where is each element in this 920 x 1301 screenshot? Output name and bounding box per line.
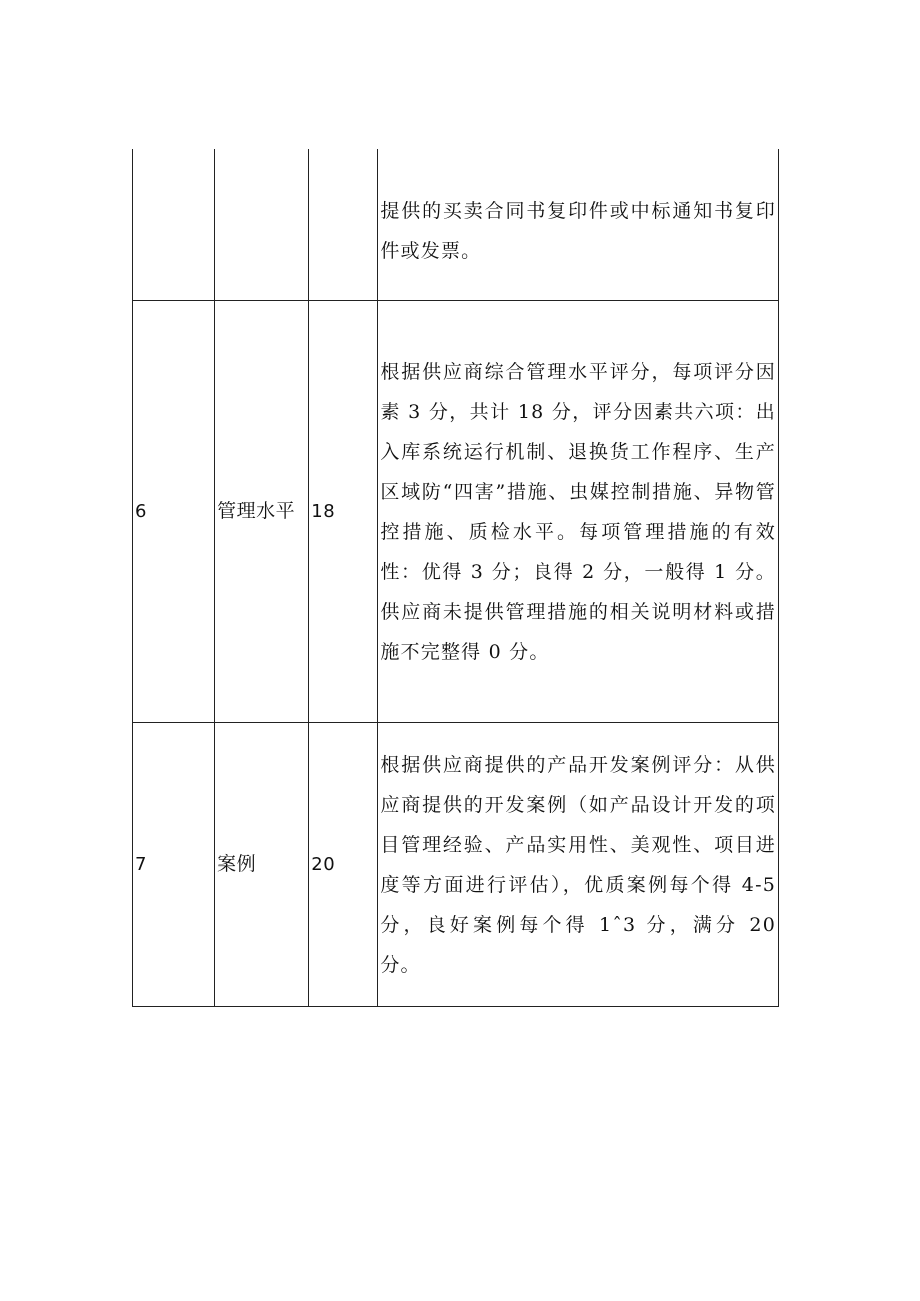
- table-row: [133, 149, 779, 301]
- item-number: 6: [135, 501, 147, 522]
- table-row: [133, 301, 779, 723]
- item-name: 管理水平: [217, 500, 296, 522]
- criteria-cell: [378, 149, 779, 301]
- item-number-cell: [133, 301, 215, 723]
- criteria-text: 根据供应商综合管理水平评分，每项评分因素 3 分，共计 18 分，评分因素共六项：出入库系统运行机制、退换货工作程序、生产区域防“四害”措施、虫媒控制措施、异物管控措施、质检水平。每项管理措施的有效性：优得 3 分；良得 2 分，一般得 1 分。供应商未提供管理措施的相关说明材料或措施不完整得 0 分。: [380, 360, 776, 663]
- item-score-cell: [309, 149, 378, 301]
- item-score-cell: [309, 301, 378, 723]
- item-name-cell: [215, 149, 309, 301]
- item-name-cell: [215, 301, 309, 723]
- table-row: [133, 723, 779, 1007]
- item-score-cell: [309, 723, 378, 1007]
- item-number-cell: [133, 149, 215, 301]
- item-number-cell: [133, 723, 215, 1007]
- criteria-text: 根据供应商提供的产品开发案例评分：从供应商提供的开发案例（如产品设计开发的项目管理经验、产品实用性、美观性、项目进度等方面进行评估），优质案例每个得 4-5 分，良好案例每个得 1ˆ3 分，满分 20 分。: [380, 753, 776, 976]
- item-score: 20: [311, 854, 336, 875]
- item-name: 案例: [217, 853, 257, 875]
- item-number: 7: [135, 854, 147, 875]
- scoring-table: [132, 149, 779, 1007]
- item-name-cell: [215, 723, 309, 1007]
- criteria-cell: [378, 723, 779, 1007]
- item-score: 18: [311, 501, 336, 522]
- criteria-cell: [378, 301, 779, 723]
- criteria-text: 提供的买卖合同书复印件或中标通知书复印件或发票。: [380, 199, 776, 262]
